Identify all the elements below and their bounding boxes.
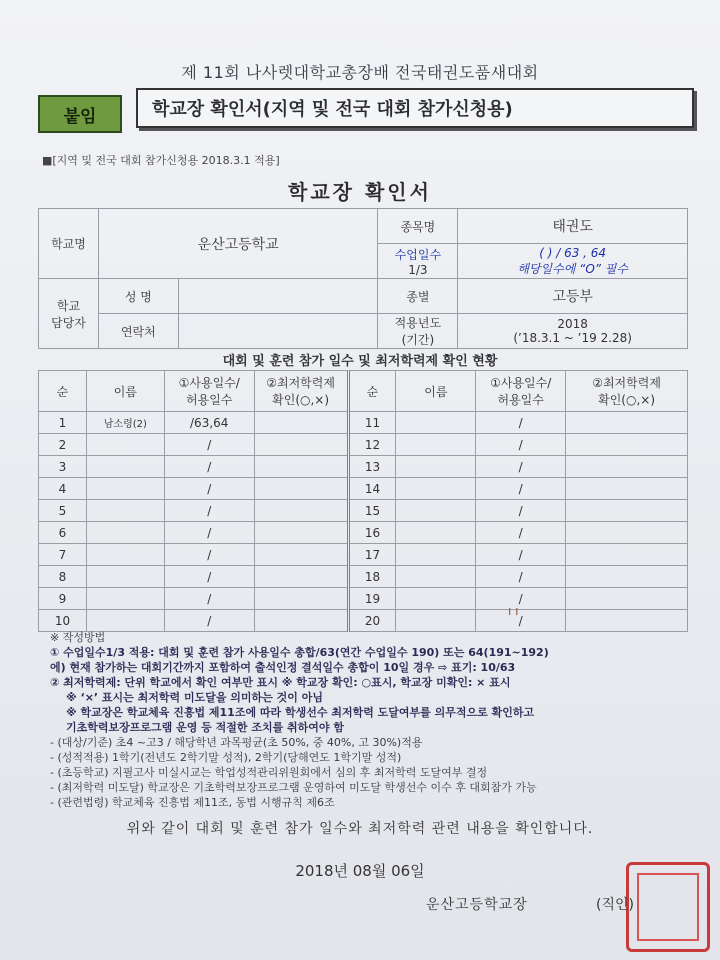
instruction-line: - (성적적용) 1학기(전년도 2학기말 성적), 2학기(당해연도 1학기말 성적) [50, 751, 402, 764]
header-min-right [566, 371, 688, 412]
row-days: /63,64 [164, 412, 254, 434]
row-days: / [164, 478, 254, 500]
row-min [254, 500, 348, 522]
instruction-line: - (관련법령) 학교체육 진흥법 제11조, 동법 시행규칙 제6조 [50, 796, 335, 809]
pen-mark: ı ı [508, 604, 519, 618]
header-min-right-line1: ②최저학력제 [592, 376, 661, 390]
row-no: 13 [348, 456, 396, 478]
row-days: / [476, 522, 566, 544]
header-no: 순 [39, 371, 87, 412]
row-name [396, 456, 476, 478]
row-name [396, 412, 476, 434]
instruction-line: 기초학력보장프로그램 운영 등 적절한 조치를 취하여야 함 [66, 721, 344, 734]
row-min [254, 588, 348, 610]
issue-date: 2018년 08월 06일 [295, 862, 425, 880]
school-name: 운산고등학교 [98, 209, 378, 279]
row-min [566, 566, 688, 588]
instruction-line: - (초등학교) 지필고사 미실시교는 학업성적관리위원회에서 심의 후 최저학력 도달여부 결정 [50, 766, 488, 779]
row-days: / [476, 434, 566, 456]
header-name: 이름 [86, 371, 164, 412]
principal-title: 운산고등학교장 [426, 897, 528, 913]
header-days-right-line1: ①사용일수/ [490, 376, 552, 390]
manager-label [39, 279, 99, 349]
row-min [566, 588, 688, 610]
row-days: / [164, 456, 254, 478]
classdays-value [458, 244, 688, 279]
row-name [396, 610, 476, 632]
row-no: 8 [39, 566, 87, 588]
year-value [458, 314, 688, 349]
row-no: 10 [39, 610, 87, 632]
row-days: / [476, 478, 566, 500]
header-name-right: 이름 [396, 371, 476, 412]
header-days-line2: 허용일수 [186, 393, 233, 407]
header-min-right-line2: 확인(○,×) [598, 393, 655, 407]
classdays-label-line1: 수업일수 [394, 247, 442, 262]
row-min [254, 544, 348, 566]
row-days: / [164, 522, 254, 544]
name-value [178, 279, 378, 314]
row-name [86, 478, 164, 500]
row-name [396, 566, 476, 588]
row-days: / [476, 412, 566, 434]
row-min [254, 434, 348, 456]
instruction-line: ② 최저학력제: 단위 학교에서 확인 여부만 표시 ※ 학교장 확인: ○표시, 학교장 미확인: × 표시 [50, 676, 511, 689]
row-days: / [164, 434, 254, 456]
row-min [566, 434, 688, 456]
row-no: 12 [348, 434, 396, 456]
row-no: 17 [348, 544, 396, 566]
classdays-value-line2: 해당일수에 “O” 필수 [517, 261, 628, 276]
year-label-line1: 적용년도 [394, 316, 442, 330]
seal-label: (직인) [596, 897, 634, 913]
table-row [39, 566, 688, 588]
row-no: 20 [348, 610, 396, 632]
confirmation-statement: 위와 같이 대회 및 훈련 참가 일수와 최저학력 관련 내용을 확인합니다. [126, 821, 594, 837]
instruction-line: ※ 작성방법 [50, 631, 106, 644]
header-min-line1: ②최저학력제 [266, 376, 335, 390]
row-days: / [164, 610, 254, 632]
row-name [396, 500, 476, 522]
row-no: 4 [39, 478, 87, 500]
division-value: 고등부 [458, 279, 688, 314]
official-seal-stamp [626, 862, 710, 952]
row-name [86, 500, 164, 522]
competition-title: 제 11회 나사렛대학교총장배 전국태권도품새대회 [181, 63, 539, 82]
table-row [39, 456, 688, 478]
year-label-line2: (기간) [401, 333, 435, 347]
instruction-line: ※ ‘×’ 표시는 최저학력 미도달을 의미하는 것이 아님 [66, 691, 323, 704]
row-name [86, 434, 164, 456]
row-min [254, 566, 348, 588]
row-min [566, 456, 688, 478]
row-name [86, 522, 164, 544]
row-days: / [164, 500, 254, 522]
header-days-line1: ①사용일수/ [178, 376, 240, 390]
instruction-line: 에) 현재 참가하는 대회기간까지 포함하여 출석인정 결석일수 총합이 10일 경우 ⇨ 표기: 10/63 [50, 661, 516, 674]
classdays-label-line2: 1/3 [408, 262, 428, 277]
document-title: 학교장 확인서 [288, 180, 432, 204]
row-days: / [164, 566, 254, 588]
instruction-line: ① 수업일수1/3 적용: 대회 및 훈련 참가 사용일수 총합/63(연간 수업일수 190) 또는 64(191~192) [50, 646, 549, 659]
row-no: 6 [39, 522, 87, 544]
table-row [39, 544, 688, 566]
row-min [254, 456, 348, 478]
row-days: / [476, 544, 566, 566]
row-min [566, 500, 688, 522]
row-min [566, 610, 688, 632]
row-name [396, 544, 476, 566]
info-table [38, 208, 688, 349]
header-min [254, 371, 348, 412]
year-label [378, 314, 458, 349]
row-min [566, 478, 688, 500]
row-min [254, 522, 348, 544]
row-no: 14 [348, 478, 396, 500]
manager-label-line2: 담당자 [51, 315, 86, 330]
participation-table [38, 370, 688, 632]
instruction-line: ※ 학교장은 학교체육 진흥법 제11조에 따라 학생선수 최저학력 도달여부를 의무적으로 확인하고 [66, 706, 535, 719]
table-row [39, 588, 688, 610]
row-no: 7 [39, 544, 87, 566]
row-no: 16 [348, 522, 396, 544]
table-row [39, 478, 688, 500]
row-min [566, 544, 688, 566]
applied-note: ■[지역 및 전국 대회 참가신청용 2018.3.1 적용] [42, 154, 280, 167]
row-no: 9 [39, 588, 87, 610]
row-name [396, 588, 476, 610]
school-label: 학교명 [39, 209, 99, 279]
row-no: 11 [348, 412, 396, 434]
event-value: 태권도 [458, 209, 688, 244]
header-days-right [476, 371, 566, 412]
table-row [39, 434, 688, 456]
row-no: 19 [348, 588, 396, 610]
row-min [566, 522, 688, 544]
row-name: 남소령(2) [86, 412, 164, 434]
row-name [86, 588, 164, 610]
row-name [396, 434, 476, 456]
division-label: 종별 [378, 279, 458, 314]
row-no: 3 [39, 456, 87, 478]
header-days [164, 371, 254, 412]
table-row [39, 610, 688, 632]
table-row [39, 500, 688, 522]
contact-value [178, 314, 378, 349]
row-name [86, 544, 164, 566]
row-min [254, 478, 348, 500]
instruction-line: - (최저학력 미도달) 학교장은 기초학력보장프로그램 운영하여 미도달 학생선수 이수 후 대회참가 가능 [50, 781, 537, 794]
classdays-value-line1: ( ) / 63 , 64 [539, 245, 607, 260]
year-value-line1: 2018 [557, 317, 588, 331]
header-no-right: 순 [348, 371, 396, 412]
row-days: / [164, 588, 254, 610]
row-days: / [476, 456, 566, 478]
row-name [86, 456, 164, 478]
row-no: 1 [39, 412, 87, 434]
row-min [254, 412, 348, 434]
contact-label: 연락처 [98, 314, 178, 349]
row-name [396, 522, 476, 544]
manager-label-line1: 학교 [56, 298, 81, 313]
row-days: / [476, 588, 566, 610]
row-days: / [476, 610, 566, 632]
row-no: 5 [39, 500, 87, 522]
year-value-line2: (’18.3.1 ~ ’19 2.28) [513, 331, 632, 345]
row-days: / [164, 544, 254, 566]
row-days: / [476, 500, 566, 522]
header-min-line2: 확인(○,×) [272, 393, 330, 407]
row-min [566, 412, 688, 434]
classdays-label [378, 244, 458, 279]
header-title-box: 학교장 확인서(지역 및 전국 대회 참가신청용) [136, 88, 694, 128]
row-name [86, 610, 164, 632]
row-min [254, 610, 348, 632]
header-days-right-line2: 허용일수 [497, 393, 544, 407]
row-no: 18 [348, 566, 396, 588]
seal-inner-border [637, 873, 699, 941]
table-row [39, 522, 688, 544]
event-label: 종목명 [378, 209, 458, 244]
name-label: 성 명 [98, 279, 178, 314]
row-days: / [476, 566, 566, 588]
instructions [50, 630, 700, 810]
instruction-line: - (대상/기준) 초4 ~고3 / 해당학년 과목평균(초 50%, 중 40%, 고 30%)적용 [50, 736, 423, 749]
row-name [396, 478, 476, 500]
attachment-badge: 붙임 [38, 95, 122, 133]
row-name [86, 566, 164, 588]
row-no: 15 [348, 500, 396, 522]
section-title: 대회 및 훈련 참가 일수 및 최저학력제 확인 현황 [222, 354, 498, 369]
row-no: 2 [39, 434, 87, 456]
table-row [39, 412, 688, 434]
